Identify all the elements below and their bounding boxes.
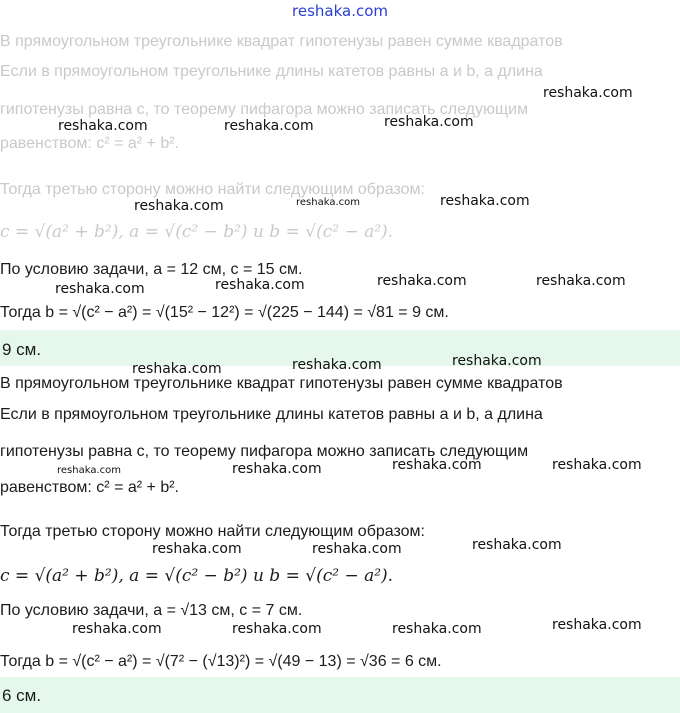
watermark: reshaka.com bbox=[472, 537, 562, 553]
watermark: reshaka.com bbox=[134, 198, 224, 214]
p2-formulas: c = √(a² + b²), a = √(c² − b²) и b = √(c² − a²). bbox=[0, 566, 394, 586]
p1-line-1: В прямоугольном треугольнике квадрат гипотенузы равен сумме квадратов bbox=[0, 33, 563, 50]
watermark: reshaka.com bbox=[296, 197, 360, 208]
p1-line-4: равенством: c² = a² + b². bbox=[0, 135, 179, 152]
watermark: reshaka.com bbox=[232, 621, 322, 637]
p2-line-3: гипотенузы равна c, то теорему пифагора можно записать следующим bbox=[0, 443, 529, 460]
watermark: reshaka.com bbox=[232, 461, 322, 477]
watermark: reshaka.com bbox=[152, 541, 242, 557]
p1-given: По условию задачи, a = 12 см, c = 15 см. bbox=[0, 261, 303, 278]
watermark: reshaka.com bbox=[312, 541, 402, 557]
watermark-top: reshaka.com bbox=[292, 2, 388, 20]
watermark: reshaka.com bbox=[132, 361, 222, 377]
watermark: reshaka.com bbox=[543, 85, 633, 101]
p2-line-2: Если в прямоугольном треугольнике длины катетов равны a и b, а длина bbox=[0, 406, 543, 423]
p2-solution: Тогда b = √(c² − a²) = √(7² − (√13)²) = √(49 − 13) = √36 = 6 см. bbox=[0, 653, 442, 670]
watermark: reshaka.com bbox=[552, 457, 642, 473]
p1-line-2: Если в прямоугольном треугольнике длины катетов равны a и b, а длина bbox=[0, 63, 543, 80]
watermark: reshaka.com bbox=[215, 277, 305, 293]
answer-band-2 bbox=[0, 677, 680, 713]
watermark: reshaka.com bbox=[452, 353, 542, 369]
p2-line-1: В прямоугольном треугольнике квадрат гипотенузы равен сумме квадратов bbox=[0, 375, 563, 392]
watermark: reshaka.com bbox=[536, 273, 626, 289]
watermark: reshaka.com bbox=[440, 193, 530, 209]
p1-formulas: c = √(a² + b²), a = √(c² − b²) и b = √(c² − a²). bbox=[0, 222, 394, 242]
answer-1: 9 см. bbox=[2, 340, 42, 359]
p1-solution: Тогда b = √(c² − a²) = √(15² − 12²) = √(225 − 144) = √81 = 9 см. bbox=[0, 304, 449, 321]
p2-given: По условию задачи, a = √13 см, c = 7 см. bbox=[0, 602, 303, 619]
watermark: reshaka.com bbox=[55, 281, 145, 297]
p2-line-5: Тогда третью сторону можно найти следующим образом: bbox=[0, 523, 425, 540]
watermark: reshaka.com bbox=[392, 621, 482, 637]
p1-line-3: гипотенузы равна c, то теорему пифагора можно записать следующим bbox=[0, 101, 529, 118]
watermark: reshaka.com bbox=[72, 621, 162, 637]
watermark: reshaka.com bbox=[377, 273, 467, 289]
watermark: reshaka.com bbox=[292, 357, 382, 373]
watermark: reshaka.com bbox=[224, 118, 314, 134]
p2-line-4: равенством: c² = a² + b². bbox=[0, 479, 179, 496]
watermark: reshaka.com bbox=[57, 465, 121, 476]
watermark: reshaka.com bbox=[384, 114, 474, 130]
answer-2: 6 см. bbox=[2, 686, 42, 705]
watermark: reshaka.com bbox=[392, 457, 482, 473]
p1-line-5: Тогда третью сторону можно найти следующим образом: bbox=[0, 181, 425, 198]
watermark: reshaka.com bbox=[552, 617, 642, 633]
watermark: reshaka.com bbox=[58, 118, 148, 134]
